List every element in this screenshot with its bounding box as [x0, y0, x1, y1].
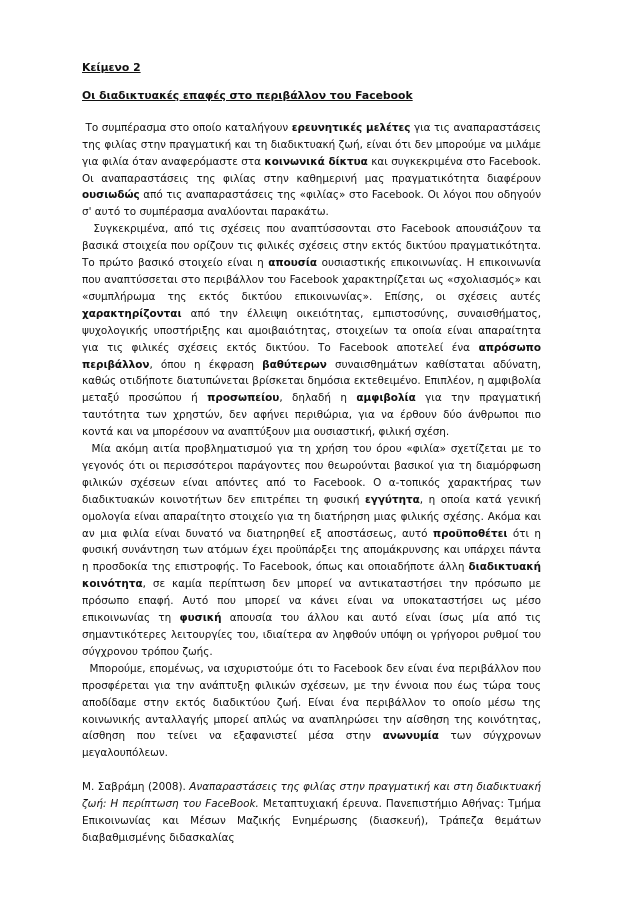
- text-run: και συγκεκριμένα στο Facebook. Οι αναπαραστάσεις της φιλίας στην καθημερινή μας πραγματικότητα διαφέρουν: [82, 155, 541, 185]
- reference-details: Μεταπτυχιακή έρευνα. Πανεπιστήμιο Αθήνας: Τμήμα Επικοινωνίας και Μέσων Μαζικής Ενημέρωσης (διασκευή), Τράπεζα θεμάτων διαβαθμισμένης διδασκαλίας: [82, 798, 542, 844]
- emphasized-term: βαθύτερων: [262, 358, 327, 371]
- emphasized-term: ερευνητικές μελέτες: [291, 121, 411, 134]
- emphasized-term: αμφιβολία: [356, 392, 416, 405]
- text-run: , δηλαδή η: [279, 392, 357, 405]
- text-run: από τις αναπαραστάσεις της «φιλίας» στο Facebook. Οι λόγοι που οδηγούν σ' αυτό το συμπέρασμα αναλύονται παρακάτω.: [82, 189, 541, 219]
- emphasized-term: φυσική: [179, 612, 222, 625]
- paragraph-3: [82, 441, 541, 661]
- emphasized-term: απρόσωπο περιβάλλον: [82, 341, 541, 371]
- document-body: [82, 60, 541, 847]
- reference-author: Μ. Σαβράμη (2008).: [82, 781, 190, 794]
- reference-work-title: Αναπαραστάσεις της φιλίας στην πραγματική και στη διαδικτυακή ζωή: Η περίπτωση του FaceBook.: [82, 781, 541, 811]
- text-run: , η οποία κατά γενική ομολογία είναι απαραίτητο στοιχείο για τη διατήρηση μιας φιλικής σχέσης. Ακόμα και αν μια φιλία είναι δυνατό να διατηρηθεί εξ αποστάσεως, αυτό: [82, 493, 541, 540]
- text-run: , όπου η έκφραση: [149, 358, 263, 371]
- text-run: συναισθημάτων καθίσταται αδύνατη, καθώς οτιδήποτε διατυπώνεται βρίσκεται δημόσια εκτεθειμένο. Επιπλέον, η αμφιβολία μεταξύ προσώπου ή: [82, 358, 541, 405]
- emphasized-term: κοινωνικά δίκτυα: [264, 155, 368, 168]
- emphasized-term: ανωνυμία: [382, 730, 439, 743]
- text-label: Κείμενο 2: [82, 61, 141, 74]
- source-reference: [82, 779, 541, 847]
- emphasized-term: απουσία: [268, 257, 318, 270]
- text-run: απουσία του άλλου και αυτό είναι ίσως μία από τις σημαντικότερες λειτουργίες του, ιδιαίτερα αν ληφθούν υπόψη οι γρήγοροι ρυθμοί του σύγχρονου τρόπου ζωής.: [82, 612, 541, 658]
- text-run: ότι η φυσική συνάντηση των ατόμων έχει προϋπάρξει της απομάκρυνσης και υπάρχει πάντα η προσδοκία της επιστροφής. Το Facebook, όπως και οποιαδήποτε άλλη: [82, 527, 541, 574]
- text-run: από την έλλειψη οικειότητας, εμπιστοσύνης, συναισθήματος, ψυχολογικής υποστήριξης και αμοιβαιότητας, στοιχείων τα οποία είναι απαραίτητα για τις φιλικές σχέσεις εκτός δικτύου. Το Facebook αποτελεί ένα: [82, 307, 541, 354]
- paragraph-4: [82, 661, 541, 762]
- text-run: Μπορούμε, επομένως, να ισχυριστούμε ότι το Facebook δεν είναι ένα περιβάλλον που προσφέρεται για την ανάπτυξη φιλικών σχέσεων, με την έννοια που έως τώρα τους αποδίδαμε στην εκτός διαδικτύου ζωή. Είναι ένα περιβάλλον το οποίο μέσω της κοινωνικής ανταλλαγής μπορεί απλώς να αναπληρώσει την αίσθηση της κοινότητας, αίσθηση που τείνει να εξαφανιστεί μέσα στην: [82, 662, 541, 743]
- text-run: για την πραγματική ταυτότητα των χρηστών, δεν αφήνει περιθώρια, για να έρθουν δύο άνθρωποι πιο κοντά και να μπορέσουν να αναπτύξουν μια ουσιαστική, φιλική σχέση.: [82, 392, 541, 439]
- emphasized-term: χαρακτηρίζονται: [82, 307, 182, 320]
- paragraph-1: [82, 120, 541, 221]
- emphasized-term: προϋποθέτει: [432, 527, 508, 540]
- text-run: Το συμπέρασμα στο οποίο καταλήγουν: [85, 121, 292, 134]
- text-run: για τις αναπαραστάσεις της φιλίας στην πραγματική και τη διαδικτυακή ζωή, είναι ότι δεν μπορούμε να μιλάμε για φιλία όταν αναφερόμαστε στα: [82, 121, 542, 168]
- text-run: των σύγχρονων μεγαλουπόλεων.: [82, 730, 541, 760]
- text-run: ουσιαστικής επικοινωνίας. Η επικοινωνία που αναπτύσσεται στο περιβάλλον του Facebook χαρακτηρίζεται ως «σχολιασμός» και «συμπλήρωμα της εκτός δικτύου επικοινωνίας». Επίσης, οι σχέσεις αυτές: [82, 257, 542, 303]
- text-run: Μία ακόμη αιτία προβληματισμού για τη χρήση του όρου «φιλία» σχετίζεται με το γεγονός ότι οι περισσότεροι παράγοντες που θεωρούνται βασικοί για τη διαμόρφωση φιλικών σχέσεων είναι απόντες από το Facebook. Ο α-τοπικός χαρακτήρας των διαδικτυακών κοινοτήτων δεν επιτρέπει τη φυσική: [82, 443, 541, 506]
- article-body: [82, 120, 541, 762]
- text-run: Συγκεκριμένα, από τις σχέσεις που αναπτύσσονται στο Facebook απουσιάζουν τα βασικά στοιχεία που ορίζουν τις φιλικές σχέσεις στην εκτός δικτύου πραγματικότητα. Το πρώτο βασικό στοιχείο είναι η: [82, 223, 541, 270]
- text-run: , σε καμία περίπτωση δεν μπορεί να αντικαταστήσει την πρόσωπο με πρόσωπο επαφή. Αυτό που μπορεί να κάνει είναι να υποκαταστήσει ως μέσο επικοινωνίας τη: [82, 578, 541, 625]
- paragraph-2: [82, 221, 541, 441]
- emphasized-term: ουσιωδώς: [82, 189, 140, 202]
- emphasized-term: προσωπείου: [207, 392, 280, 405]
- emphasized-term: διαδικτυακή κοινότητα: [82, 561, 541, 591]
- emphasized-term: εγγύτητα: [364, 493, 420, 506]
- document-title: Οι διαδικτυακές επαφές στο περιβάλλον του Facebook: [82, 88, 413, 102]
